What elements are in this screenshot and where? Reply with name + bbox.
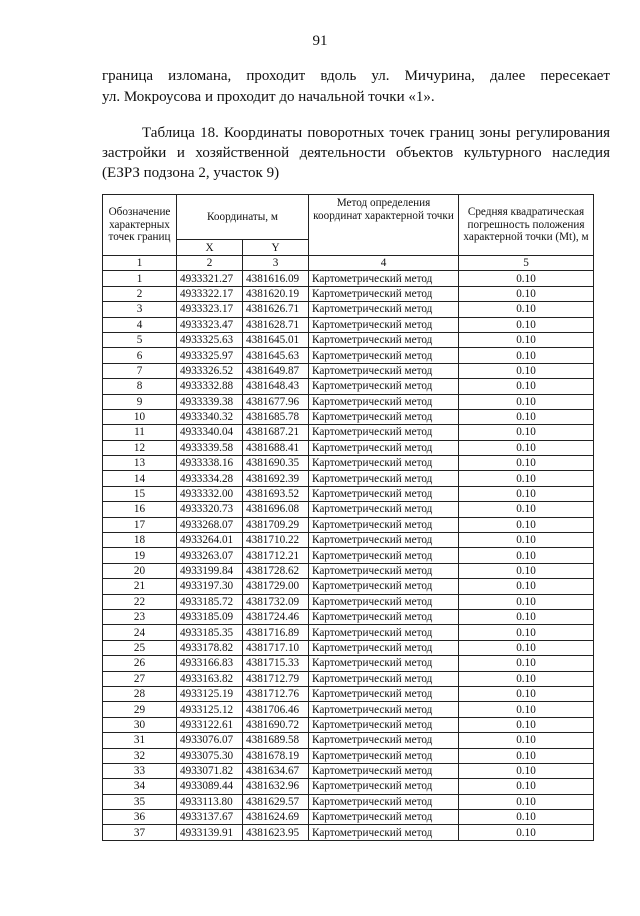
cell-x-coord: 4933199.84 (177, 563, 243, 578)
col-number-3: 3 (243, 256, 309, 271)
cell-x-coord: 4933264.01 (177, 533, 243, 548)
cell-x-coord: 4933122.61 (177, 717, 243, 732)
cell-point-id: 33 (103, 763, 177, 778)
cell-y-coord: 4381712.76 (243, 686, 309, 701)
cell-point-id: 18 (103, 533, 177, 548)
cell-x-coord: 4933197.30 (177, 579, 243, 594)
cell-method: Картометрический метод (309, 794, 459, 809)
cell-y-coord: 4381690.72 (243, 717, 309, 732)
caption-line-3: (ЕЗРЗ подзона 2, участок 9) (102, 165, 280, 181)
cell-x-coord: 4933113.80 (177, 794, 243, 809)
cell-error: 0.10 (459, 594, 594, 609)
cell-error: 0.10 (459, 317, 594, 332)
cell-error: 0.10 (459, 656, 594, 671)
table-row (103, 379, 594, 394)
cell-point-id: 10 (103, 409, 177, 424)
table-row (103, 763, 594, 778)
table-row (103, 625, 594, 640)
table-row (103, 609, 594, 624)
cell-error: 0.10 (459, 471, 594, 486)
cell-y-coord: 4381685.78 (243, 409, 309, 424)
intro-line-1: граница изломана, проходит вдоль ул. Мичурина, далее пересекает (102, 68, 610, 84)
cell-error: 0.10 (459, 348, 594, 363)
cell-y-coord: 4381715.33 (243, 656, 309, 671)
cell-y-coord: 4381692.39 (243, 471, 309, 486)
table-row (103, 717, 594, 732)
table-row (103, 425, 594, 440)
cell-method: Картометрический метод (309, 486, 459, 501)
table-caption (102, 123, 610, 183)
cell-error: 0.10 (459, 763, 594, 778)
cell-x-coord: 4933089.44 (177, 779, 243, 794)
cell-method: Картометрический метод (309, 332, 459, 347)
cell-point-id: 30 (103, 717, 177, 732)
table-row (103, 286, 594, 301)
cell-point-id: 21 (103, 579, 177, 594)
table-row (103, 394, 594, 409)
cell-point-id: 9 (103, 394, 177, 409)
table-row (103, 486, 594, 501)
cell-y-coord: 4381616.09 (243, 271, 309, 286)
cell-error: 0.10 (459, 686, 594, 701)
cell-error: 0.10 (459, 409, 594, 424)
cell-point-id: 29 (103, 702, 177, 717)
table-row (103, 440, 594, 455)
cell-point-id: 24 (103, 625, 177, 640)
cell-x-coord: 4933071.82 (177, 763, 243, 778)
table-row (103, 533, 594, 548)
cell-x-coord: 4933332.88 (177, 379, 243, 394)
cell-method: Картометрический метод (309, 317, 459, 332)
col-number-4: 4 (309, 256, 459, 271)
cell-y-coord: 4381626.71 (243, 302, 309, 317)
cell-error: 0.10 (459, 825, 594, 840)
table-row (103, 671, 594, 686)
cell-method: Картометрический метод (309, 348, 459, 363)
table-row (103, 348, 594, 363)
cell-y-coord: 4381645.01 (243, 332, 309, 347)
cell-error: 0.10 (459, 363, 594, 378)
cell-x-coord: 4933340.32 (177, 409, 243, 424)
header-y: Y (243, 240, 309, 256)
cell-error: 0.10 (459, 625, 594, 640)
cell-error: 0.10 (459, 533, 594, 548)
cell-point-id: 16 (103, 502, 177, 517)
cell-y-coord: 4381712.21 (243, 548, 309, 563)
cell-y-coord: 4381728.62 (243, 563, 309, 578)
cell-point-id: 20 (103, 563, 177, 578)
cell-error: 0.10 (459, 810, 594, 825)
cell-point-id: 25 (103, 640, 177, 655)
cell-method: Картометрический метод (309, 656, 459, 671)
cell-y-coord: 4381688.41 (243, 440, 309, 455)
cell-y-coord: 4381706.46 (243, 702, 309, 717)
cell-y-coord: 4381648.43 (243, 379, 309, 394)
cell-error: 0.10 (459, 779, 594, 794)
table-row (103, 825, 594, 840)
table-row (103, 748, 594, 763)
cell-x-coord: 4933185.72 (177, 594, 243, 609)
cell-error: 0.10 (459, 456, 594, 471)
col-number-5: 5 (459, 256, 594, 271)
table-row (103, 594, 594, 609)
col-number-2: 2 (177, 256, 243, 271)
cell-x-coord: 4933323.17 (177, 302, 243, 317)
cell-method: Картометрический метод (309, 810, 459, 825)
cell-y-coord: 4381709.29 (243, 517, 309, 532)
cell-error: 0.10 (459, 794, 594, 809)
page-number: 91 (312, 33, 328, 49)
cell-method: Картометрический метод (309, 394, 459, 409)
cell-method: Картометрический метод (309, 517, 459, 532)
table-row (103, 409, 594, 424)
header-error: Средняя квадратическая погрешность положения характерной точки (Mt), м (459, 195, 594, 256)
table-row (103, 579, 594, 594)
cell-method: Картометрический метод (309, 640, 459, 655)
cell-method: Картометрический метод (309, 471, 459, 486)
col-number-1: 1 (103, 256, 177, 271)
table-row (103, 471, 594, 486)
cell-y-coord: 4381634.67 (243, 763, 309, 778)
cell-point-id: 37 (103, 825, 177, 840)
cell-error: 0.10 (459, 609, 594, 624)
header-coords: Координаты, м (177, 195, 309, 240)
cell-error: 0.10 (459, 379, 594, 394)
table-row (103, 640, 594, 655)
cell-method: Картометрический метод (309, 440, 459, 455)
cell-error: 0.10 (459, 502, 594, 517)
table-row (103, 317, 594, 332)
table-row (103, 563, 594, 578)
cell-y-coord: 4381710.22 (243, 533, 309, 548)
cell-error: 0.10 (459, 640, 594, 655)
intro-paragraph (102, 66, 610, 108)
coordinates-table (102, 194, 594, 841)
cell-y-coord: 4381687.21 (243, 425, 309, 440)
cell-error: 0.10 (459, 302, 594, 317)
cell-point-id: 12 (103, 440, 177, 455)
cell-x-coord: 4933325.97 (177, 348, 243, 363)
cell-y-coord: 4381649.87 (243, 363, 309, 378)
cell-point-id: 1 (103, 271, 177, 286)
header-x: X (177, 240, 243, 256)
caption-line-2: застройки и хозяйственной деятельности объектов культурного наследия (102, 145, 610, 161)
cell-error: 0.10 (459, 440, 594, 455)
cell-x-coord: 4933076.07 (177, 733, 243, 748)
cell-y-coord: 4381629.57 (243, 794, 309, 809)
cell-point-id: 4 (103, 317, 177, 332)
cell-x-coord: 4933320.73 (177, 502, 243, 517)
cell-y-coord: 4381632.96 (243, 779, 309, 794)
cell-method: Картометрический метод (309, 763, 459, 778)
cell-x-coord: 4933338.16 (177, 456, 243, 471)
cell-method: Картометрический метод (309, 686, 459, 701)
cell-x-coord: 4933325.63 (177, 332, 243, 347)
cell-point-id: 2 (103, 286, 177, 301)
cell-point-id: 15 (103, 486, 177, 501)
cell-method: Картометрический метод (309, 286, 459, 301)
cell-method: Картометрический метод (309, 563, 459, 578)
cell-x-coord: 4933339.58 (177, 440, 243, 455)
cell-y-coord: 4381716.89 (243, 625, 309, 640)
table-row (103, 794, 594, 809)
cell-method: Картометрический метод (309, 671, 459, 686)
table-row (103, 779, 594, 794)
cell-x-coord: 4933263.07 (177, 548, 243, 563)
cell-x-coord: 4933185.35 (177, 625, 243, 640)
cell-x-coord: 4933323.47 (177, 317, 243, 332)
cell-x-coord: 4933075.30 (177, 748, 243, 763)
cell-y-coord: 4381693.52 (243, 486, 309, 501)
cell-error: 0.10 (459, 548, 594, 563)
table-row (103, 686, 594, 701)
cell-point-id: 27 (103, 671, 177, 686)
cell-error: 0.10 (459, 286, 594, 301)
cell-x-coord: 4933178.82 (177, 640, 243, 655)
cell-x-coord: 4933339.38 (177, 394, 243, 409)
cell-y-coord: 4381689.58 (243, 733, 309, 748)
table-row (103, 810, 594, 825)
cell-y-coord: 4381628.71 (243, 317, 309, 332)
cell-x-coord: 4933185.09 (177, 609, 243, 624)
cell-y-coord: 4381729.00 (243, 579, 309, 594)
cell-point-id: 14 (103, 471, 177, 486)
cell-x-coord: 4933125.19 (177, 686, 243, 701)
cell-method: Картометрический метод (309, 594, 459, 609)
cell-point-id: 35 (103, 794, 177, 809)
cell-error: 0.10 (459, 517, 594, 532)
cell-x-coord: 4933326.52 (177, 363, 243, 378)
cell-point-id: 23 (103, 609, 177, 624)
cell-error: 0.10 (459, 702, 594, 717)
cell-y-coord: 4381696.08 (243, 502, 309, 517)
cell-point-id: 6 (103, 348, 177, 363)
cell-error: 0.10 (459, 486, 594, 501)
cell-point-id: 11 (103, 425, 177, 440)
cell-method: Картометрический метод (309, 625, 459, 640)
table-row (103, 302, 594, 317)
cell-y-coord: 4381717.10 (243, 640, 309, 655)
table-row (103, 656, 594, 671)
cell-point-id: 3 (103, 302, 177, 317)
cell-point-id: 32 (103, 748, 177, 763)
cell-method: Картометрический метод (309, 379, 459, 394)
cell-error: 0.10 (459, 733, 594, 748)
cell-y-coord: 4381620.19 (243, 286, 309, 301)
cell-method: Картометрический метод (309, 502, 459, 517)
cell-y-coord: 4381645.63 (243, 348, 309, 363)
cell-method: Картометрический метод (309, 302, 459, 317)
cell-method: Картометрический метод (309, 425, 459, 440)
cell-method: Картометрический метод (309, 548, 459, 563)
cell-y-coord: 4381712.79 (243, 671, 309, 686)
cell-x-coord: 4933340.04 (177, 425, 243, 440)
cell-method: Картометрический метод (309, 702, 459, 717)
cell-method: Картометрический метод (309, 609, 459, 624)
cell-x-coord: 4933163.82 (177, 671, 243, 686)
cell-y-coord: 4381678.19 (243, 748, 309, 763)
cell-error: 0.10 (459, 271, 594, 286)
cell-y-coord: 4381677.96 (243, 394, 309, 409)
cell-method: Картометрический метод (309, 825, 459, 840)
cell-x-coord: 4933137.67 (177, 810, 243, 825)
table-row (103, 332, 594, 347)
cell-method: Картометрический метод (309, 717, 459, 732)
header-point: Обозначение характерных точек границ (103, 195, 177, 256)
cell-error: 0.10 (459, 394, 594, 409)
table-body (103, 271, 594, 840)
cell-method: Картометрический метод (309, 456, 459, 471)
cell-error: 0.10 (459, 717, 594, 732)
table-row (103, 363, 594, 378)
cell-method: Картометрический метод (309, 579, 459, 594)
cell-point-id: 34 (103, 779, 177, 794)
cell-point-id: 5 (103, 332, 177, 347)
cell-y-coord: 4381732.09 (243, 594, 309, 609)
table-row (103, 271, 594, 286)
table-row (103, 456, 594, 471)
table-row (103, 502, 594, 517)
cell-method: Картометрический метод (309, 363, 459, 378)
table-row (103, 548, 594, 563)
cell-y-coord: 4381623.95 (243, 825, 309, 840)
cell-error: 0.10 (459, 563, 594, 578)
cell-point-id: 7 (103, 363, 177, 378)
cell-method: Картометрический метод (309, 733, 459, 748)
cell-point-id: 26 (103, 656, 177, 671)
cell-y-coord: 4381624.69 (243, 810, 309, 825)
cell-point-id: 8 (103, 379, 177, 394)
table-row (103, 702, 594, 717)
cell-method: Картометрический метод (309, 409, 459, 424)
cell-method: Картометрический метод (309, 748, 459, 763)
table-row (103, 733, 594, 748)
cell-x-coord: 4933321.27 (177, 271, 243, 286)
cell-point-id: 36 (103, 810, 177, 825)
header-method: Метод определения координат характерной точки (309, 195, 459, 256)
cell-error: 0.10 (459, 332, 594, 347)
cell-point-id: 17 (103, 517, 177, 532)
cell-y-coord: 4381724.46 (243, 609, 309, 624)
cell-y-coord: 4381690.35 (243, 456, 309, 471)
cell-x-coord: 4933334.28 (177, 471, 243, 486)
cell-point-id: 13 (103, 456, 177, 471)
table-row (103, 517, 594, 532)
caption-line-1: Таблица 18. Координаты поворотных точек границ зоны регулирования (142, 125, 610, 141)
cell-x-coord: 4933268.07 (177, 517, 243, 532)
cell-x-coord: 4933322.17 (177, 286, 243, 301)
cell-point-id: 28 (103, 686, 177, 701)
cell-method: Картометрический метод (309, 779, 459, 794)
cell-method: Картометрический метод (309, 533, 459, 548)
cell-x-coord: 4933125.12 (177, 702, 243, 717)
cell-error: 0.10 (459, 671, 594, 686)
cell-x-coord: 4933139.91 (177, 825, 243, 840)
cell-point-id: 22 (103, 594, 177, 609)
cell-point-id: 19 (103, 548, 177, 563)
cell-error: 0.10 (459, 425, 594, 440)
intro-line-2: ул. Мокроусова и проходит до начальной точки «1». (102, 89, 435, 105)
cell-error: 0.10 (459, 579, 594, 594)
cell-x-coord: 4933332.00 (177, 486, 243, 501)
cell-error: 0.10 (459, 748, 594, 763)
cell-x-coord: 4933166.83 (177, 656, 243, 671)
cell-point-id: 31 (103, 733, 177, 748)
cell-method: Картометрический метод (309, 271, 459, 286)
